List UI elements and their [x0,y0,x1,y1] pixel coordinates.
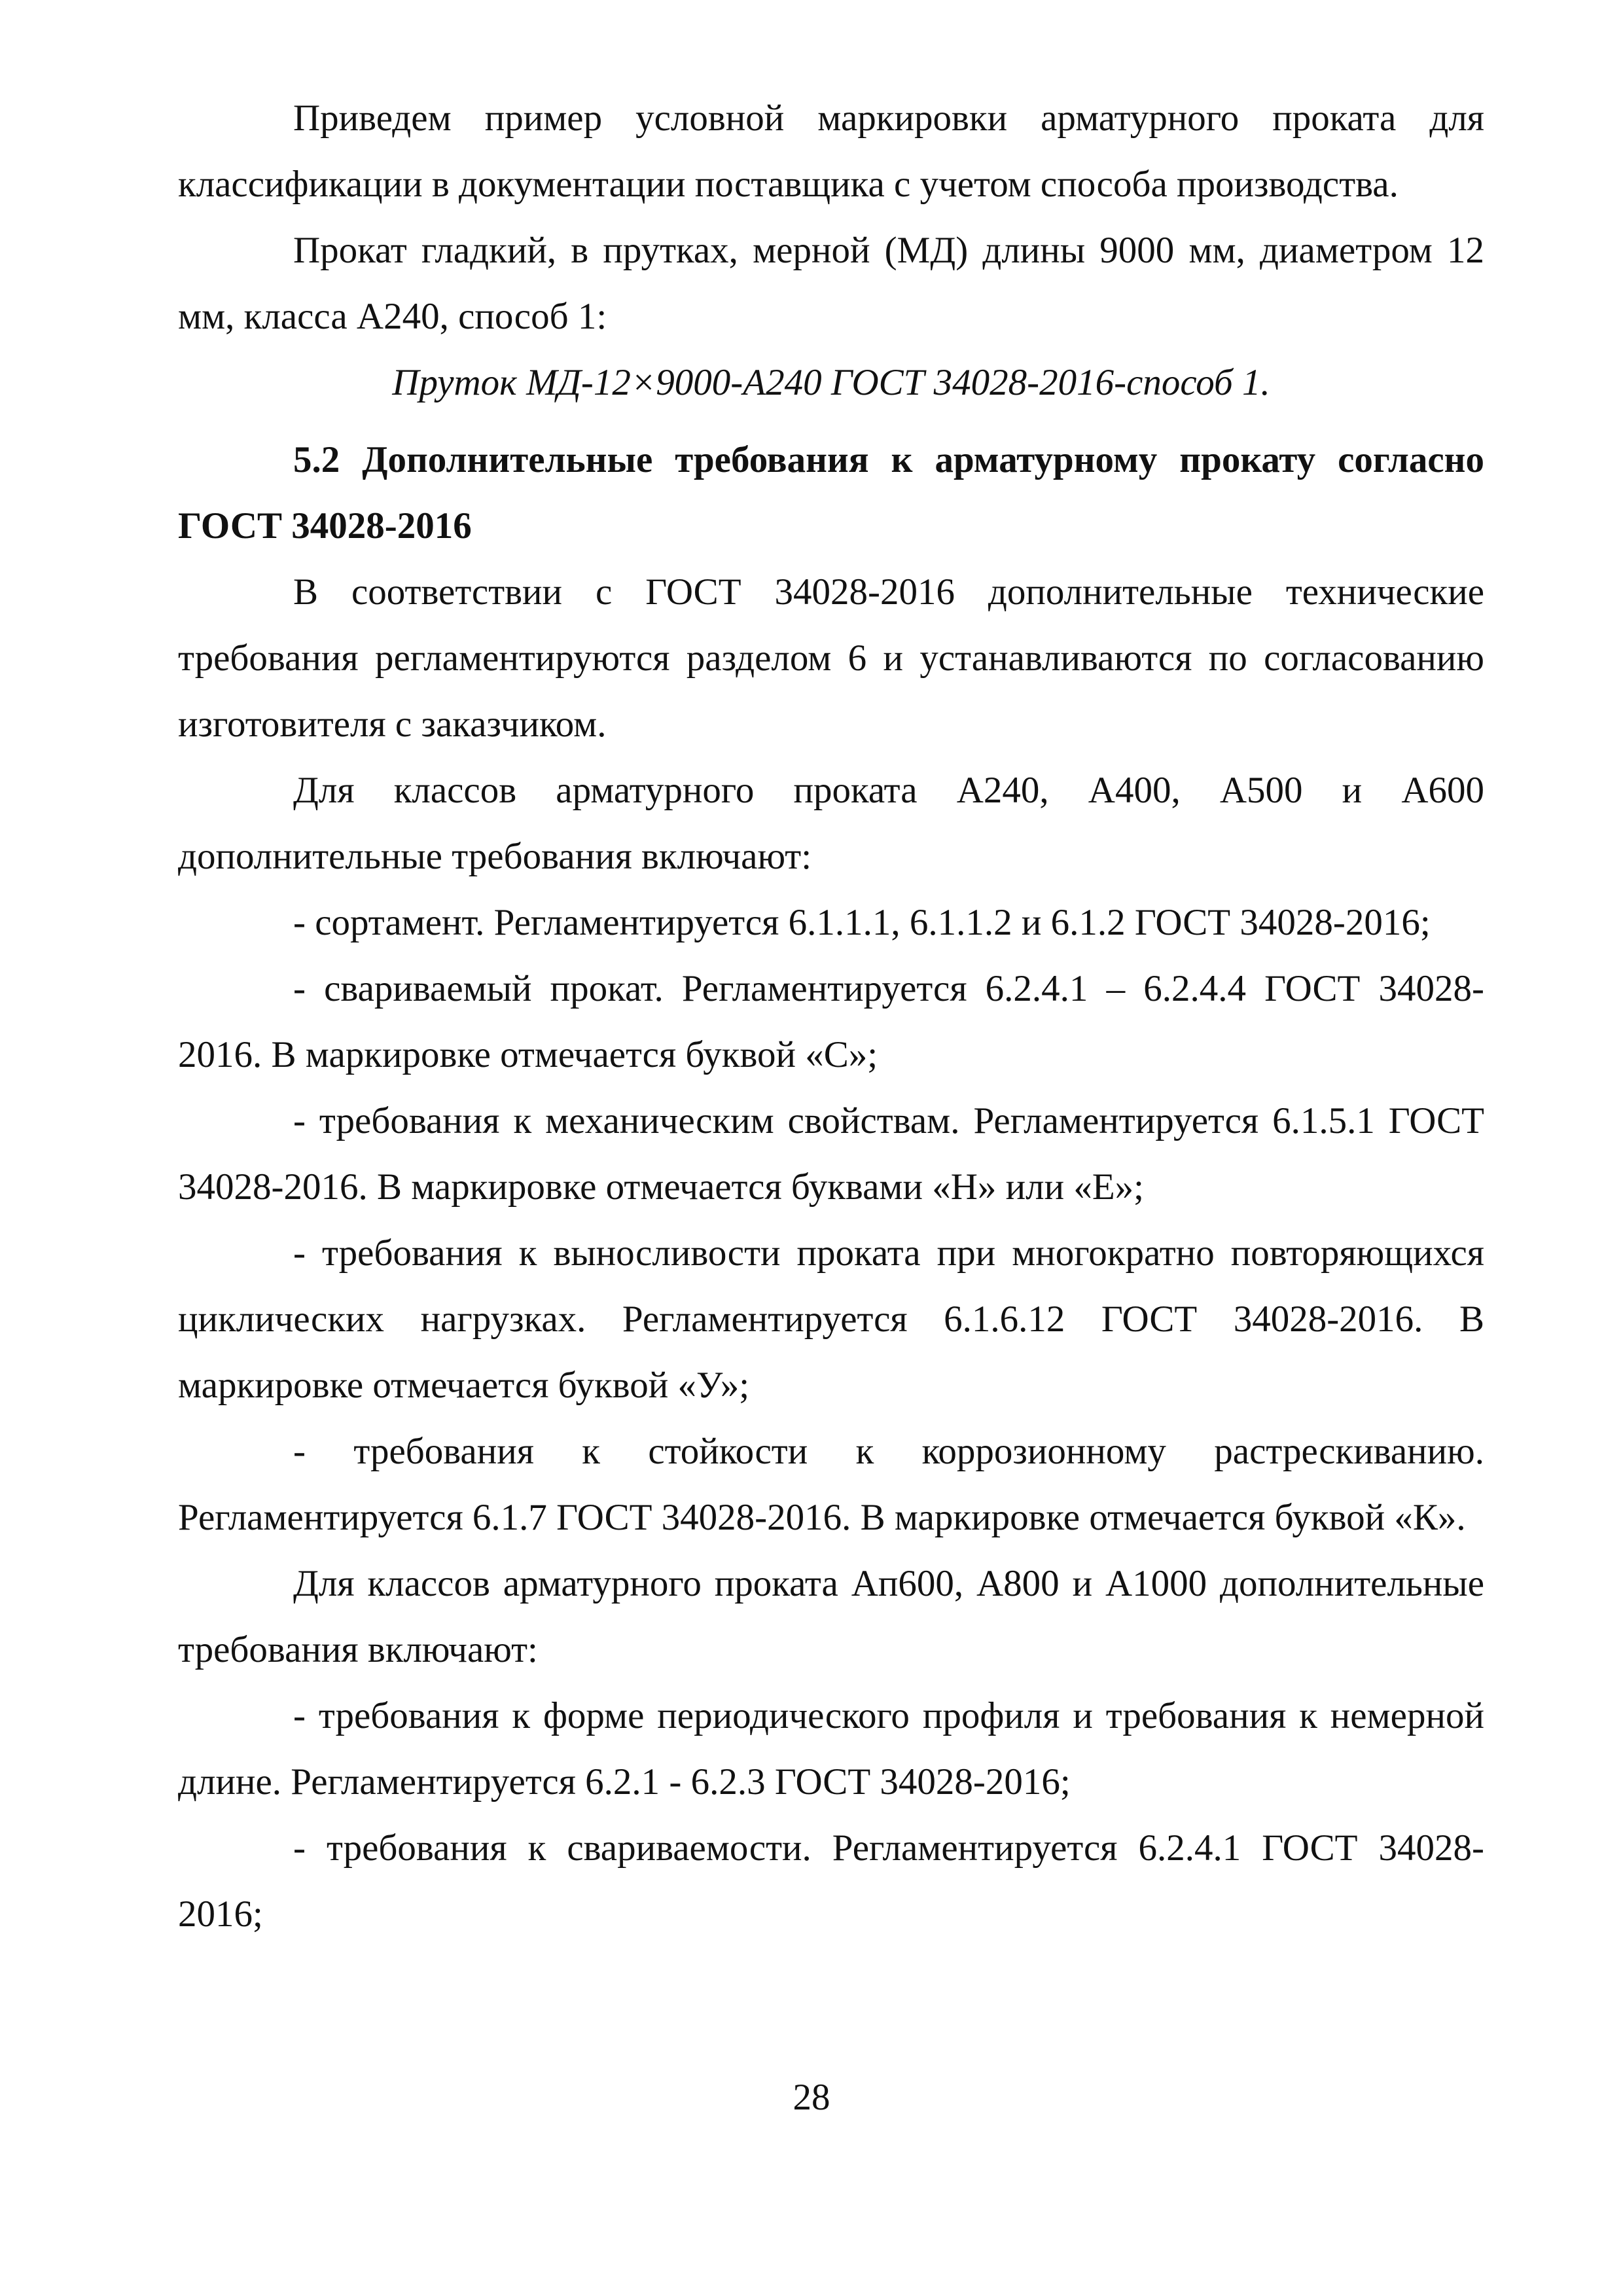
list-item: - требования к механическим свойствам. Регламентируется 6.1.5.1 ГОСТ 34028-2016. В маркировке отмечается буквами «Н» или «Е»; [178,1100,1484,1208]
list-item: - требования к свариваемости. Регламентируется 6.2.4.1 ГОСТ 34028-2016; [178,1827,1484,1935]
section-paragraph: Для классов арматурного проката Ап600, А800 и А1000 дополнительные требования включают: [178,1563,1484,1670]
example-paragraph: Прокат гладкий, в прутках, мерной (МД) длины 9000 мм, диаметром 12 мм, класса А240, способ 1: [178,230,1484,337]
list-item: - требования к форме периодического профиля и требования к немерной длине. Регламентируется 6.2.1 - 6.2.3 ГОСТ 34028-2016; [178,1695,1484,1803]
marking-example: Пруток МД-12×9000-А240 ГОСТ 34028-2016-способ 1. [392,362,1270,403]
list-item: - требования к выносливости проката при многократно повторяющихся циклических нагрузках. Регламентируется 6.1.6.12 ГОСТ 34028-2016. В маркировке отмечается буквой «У»; [178,1232,1484,1406]
section-paragraph: В соответствии с ГОСТ 34028-2016 дополнительные технические требования регламентируются разделом 6 и устанавливаются по согласованию изготовителя с заказчиком. [178,571,1484,745]
page-number: 28 [793,2077,830,2118]
page-body [178,85,1484,1947]
section-heading: 5.2 Дополнительные требования к арматурному прокату согласно ГОСТ 34028-2016 [178,439,1484,547]
section-paragraph: Для классов арматурного проката А240, А400, А500 и А600 дополнительные требования включают: [178,770,1484,877]
intro-paragraph: Приведем пример условной маркировки арматурного проката для классификации в документации поставщика с учетом способа производства. [178,98,1484,205]
list-item: - требования к стойкости к коррозионному растрескиванию. Регламентируется 6.1.7 ГОСТ 34028-2016. В маркировке отмечается буквой «К». [178,1431,1484,1538]
list-item: - свариваемый прокат. Регламентируется 6.2.4.1 – 6.2.4.4 ГОСТ 34028-2016. В маркировке отмечается буквой «С»; [178,968,1484,1075]
list-item: - сортамент. Регламентируется 6.1.1.1, 6.1.1.2 и 6.1.2 ГОСТ 34028-2016; [293,902,1431,943]
